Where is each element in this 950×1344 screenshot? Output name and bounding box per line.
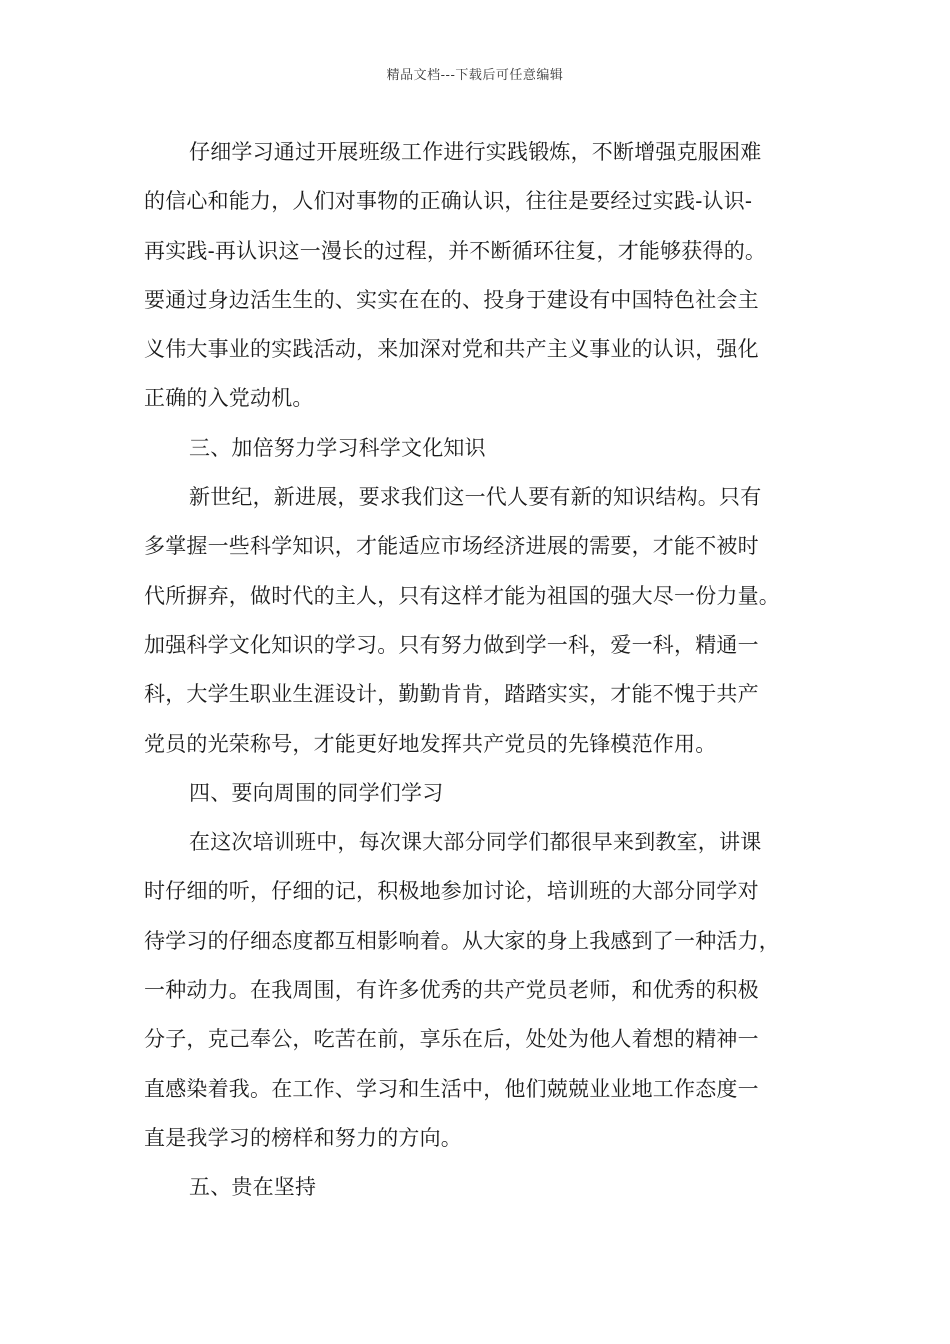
- paragraph-line: 多掌握一些科学知识，才能适应市场经济进展的需要，才能不被时: [144, 534, 759, 559]
- paragraph-line: 在这次培训班中，每次课大部分同学们都很早来到教室，讲课: [189, 830, 762, 855]
- paragraph-line: 一种动力。在我周围，有许多优秀的共产党员老师，和优秀的积极: [144, 978, 759, 1003]
- paragraph-line: 代所摒弃，做时代的主人，只有这样才能为祖国的强大尽一份力量。: [144, 583, 780, 608]
- paragraph-line: 仔细学习通过开展班级工作进行实践锻炼，不断增强克服困难: [189, 140, 762, 164]
- paragraph-line: 党员的光荣称号，才能更好地发挥共产党员的先锋模范作用。: [144, 731, 717, 756]
- paragraph-line: 再实践-再认识这一漫长的过程，并不断循环往复，才能够获得的。: [144, 238, 767, 263]
- paragraph-line: 要通过身边活生生的、实实在在的、投身于建设有中国特色社会主: [144, 287, 759, 312]
- paragraph-line: 分子，克己奉公，吃苦在前，享乐在后，处处为他人着想的精神一: [144, 1027, 759, 1052]
- paragraph-line: 待学习的仔细态度都互相影响着。从大家的身上我感到了一种活力，: [144, 928, 780, 953]
- paragraph-line: 的信心和能力，人们对事物的正确认识，往往是要经过实践-认识-: [144, 189, 753, 214]
- document-body: [144, 128, 824, 1213]
- paragraph-line: 新世纪，新进展，要求我们这一代人要有新的知识结构。只有: [189, 485, 762, 510]
- paragraph-line: 加强科学文化知识的学习。只有努力做到学一科，爱一科，精通一: [144, 632, 759, 657]
- page-header: 精品文档---下载后可任意编辑: [386, 68, 564, 83]
- paragraph-line: 科，大学生职业生涯设计，勤勤肯肯，踏踏实实，才能不愧于共产: [144, 682, 759, 707]
- section-heading: 四、要向周围的同学们学习: [189, 780, 444, 805]
- paragraph-line: 直感染着我。在工作、学习和生活中，他们兢兢业业地工作态度一: [144, 1076, 759, 1101]
- section-heading: 五、贵在坚持: [189, 1175, 317, 1200]
- section-heading: 三、加倍努力学习科学文化知识: [189, 435, 486, 460]
- paragraph-line: 直是我学习的榜样和努力的方向。: [144, 1125, 462, 1150]
- paragraph-line: 正确的入党动机。: [144, 386, 314, 411]
- paragraph-line: 义伟大事业的实践活动，来加深对党和共产主义事业的认识，强化: [144, 337, 759, 362]
- paragraph-line: 时仔细的听，仔细的记，积极地参加讨论，培训班的大部分同学对: [144, 879, 759, 904]
